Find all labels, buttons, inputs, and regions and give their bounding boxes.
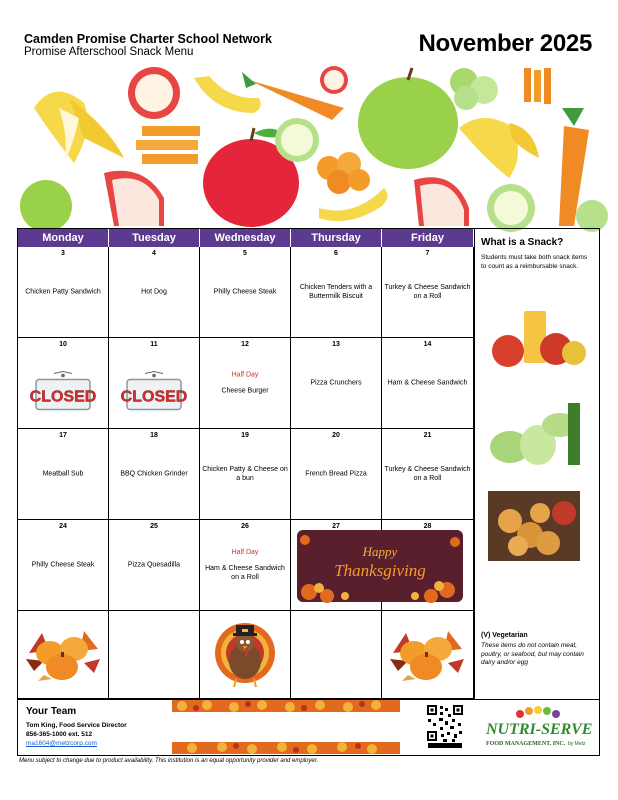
closed-sign-icon — [120, 371, 188, 411]
vegetarian-text: These items do not contain meat, poultry, or seafood, but may contain dairy and/or egg — [481, 642, 584, 666]
menu-item — [384, 465, 471, 483]
autumn-leaves-strip-image — [172, 700, 400, 754]
day-cell — [291, 520, 426, 611]
pumpkin-leaves-icon — [24, 623, 102, 683]
footer-team — [17, 700, 600, 756]
day-cell — [109, 520, 200, 611]
logo-tag: by Metz — [568, 741, 586, 747]
green-apple-left-icon — [20, 180, 72, 232]
vegetarian-title: (V) Vegetarian — [481, 632, 528, 639]
day-number: 20 — [332, 432, 340, 439]
day-cell — [200, 247, 291, 338]
menu-item — [20, 561, 106, 570]
banana-bottom-icon — [319, 188, 388, 221]
logo-dots-icon — [516, 706, 560, 718]
day-cell — [18, 338, 109, 429]
decoration-cell — [382, 611, 474, 699]
day-cell — [382, 338, 474, 429]
carrot-sticks-icon — [524, 68, 551, 104]
cucumber-slices-icon — [450, 68, 498, 110]
day-cell — [291, 429, 382, 520]
director-name: Tom King, Food Service Director — [26, 722, 127, 729]
day-cell — [18, 247, 109, 338]
menu-item-text: Chicken Patty & Cheese on a bun — [202, 466, 288, 482]
menu-item — [293, 379, 379, 388]
day-number: 13 — [332, 341, 340, 348]
day-header-thursday: Thursday — [291, 229, 382, 247]
juice-apples-photo — [488, 307, 580, 371]
month-title: November 2025 — [418, 30, 592, 57]
decoration-cell — [200, 611, 291, 699]
thanksgiving-word: Thanksgiving — [334, 561, 426, 580]
menu-item — [111, 470, 197, 479]
menu-item-text: Philly Cheese Steak — [213, 288, 277, 296]
day-cell — [291, 247, 382, 338]
day-number: 14 — [423, 341, 432, 348]
day-cell — [200, 338, 291, 429]
team-title: Your Team — [26, 706, 77, 717]
menu-calendar — [17, 228, 600, 700]
apple-slices-right-icon — [414, 177, 469, 226]
menu-item-text: Ham & Cheese Sandwich on a Roll — [205, 565, 285, 581]
disclaimer: Menu subject to change due to product availability. This institution is an equal opportunity provider and employer. — [19, 758, 319, 764]
day-number: 25 — [150, 523, 158, 530]
day-cell — [291, 338, 382, 429]
day-number: 11 — [150, 341, 158, 348]
day-header-monday: Monday — [18, 229, 109, 247]
orange-segments-icon — [317, 152, 370, 194]
menu-item — [293, 283, 379, 301]
day-number: 7 — [425, 250, 430, 257]
banana-peeled-icon — [34, 92, 124, 163]
day-number: 4 — [152, 250, 156, 257]
menu-item — [202, 465, 288, 483]
day-number: 5 — [243, 250, 247, 257]
half-day-note: Half Day — [231, 549, 259, 556]
snack-info-text: Students must take both snack items to count as a reimbursable snack. — [481, 254, 588, 270]
day-header-friday: Friday — [382, 229, 474, 247]
svg-text:CLOSED: CLOSED — [29, 388, 97, 406]
chicken-nuggets-photo — [488, 491, 580, 561]
menu-item-text: Pizza Crunchers — [310, 379, 362, 387]
green-apple-icon — [358, 68, 458, 169]
day-number: 28 — [423, 523, 432, 530]
menu-item — [202, 288, 288, 297]
day-cell — [200, 520, 291, 611]
menu-item-text: French Bread Pizza — [305, 470, 367, 478]
qr-code-icon[interactable] — [426, 704, 464, 750]
director-phone: 856-365-1000 ext. 512 — [26, 731, 93, 738]
day-cell — [109, 429, 200, 520]
menu-item — [202, 548, 288, 582]
cucumber-photo — [488, 399, 580, 469]
day-number: 6 — [334, 250, 338, 257]
day-number: 19 — [241, 432, 249, 439]
menu-item-text: Ham & Cheese Sandwich — [387, 379, 468, 387]
menu-item-text: Turkey & Cheese Sandwich on a Roll — [384, 466, 471, 482]
menu-item-text: Meatball Sub — [42, 470, 84, 478]
day-header-wednesday: Wednesday — [200, 229, 291, 247]
day-cell — [109, 338, 200, 429]
nutri-serve-logo — [484, 706, 592, 750]
pumpkin-leaves-icon — [388, 623, 466, 683]
menu-item — [20, 470, 106, 479]
menu-item — [111, 561, 197, 570]
thanksgiving-happy: Happy — [362, 544, 398, 559]
menu-item — [111, 288, 197, 297]
menu-item-text: Philly Cheese Steak — [31, 561, 95, 569]
day-number: 18 — [150, 432, 158, 439]
menu-item — [384, 379, 471, 388]
fruit-banner-image — [14, 68, 606, 226]
cheese-sticks-icon — [136, 126, 200, 164]
day-cell — [382, 429, 474, 520]
menu-subtitle: Promise Afterschool Snack Menu — [24, 46, 194, 58]
day-cell — [382, 247, 474, 338]
day-cell — [382, 520, 474, 611]
menu-item — [384, 283, 471, 301]
day-header-tuesday: Tuesday — [109, 229, 200, 247]
menu-item-text: Chicken Tenders with a Buttermilk Biscuit — [299, 284, 373, 300]
banana-right-icon — [459, 118, 539, 178]
day-cell — [18, 520, 109, 611]
day-cell — [200, 429, 291, 520]
decoration-cell — [109, 611, 200, 699]
half-day-note: Half Day — [231, 371, 259, 379]
closed-sign — [120, 371, 188, 416]
svg-text:CLOSED: CLOSED — [120, 388, 188, 406]
decoration-cell — [18, 611, 109, 699]
day-number: 3 — [61, 250, 65, 257]
day-number: 17 — [59, 432, 67, 439]
day-number: 12 — [241, 341, 249, 348]
menu-item-text: Cheese Burger — [221, 387, 269, 395]
closed-sign-icon — [29, 371, 97, 411]
day-number: 10 — [59, 341, 67, 348]
menu-item-text: Turkey & Cheese Sandwich on a Roll — [384, 284, 471, 300]
snack-info-sidebar — [474, 229, 599, 699]
menu-item-text: Hot Dog — [141, 288, 167, 296]
day-cell — [109, 247, 200, 338]
snack-info-title: What is a Snack? — [481, 237, 564, 248]
day-cell — [18, 429, 109, 520]
day-number: 21 — [423, 432, 432, 439]
director-email-link[interactable]: ma1604@metzcorp.com — [26, 740, 97, 747]
day-number: 24 — [59, 523, 67, 530]
calendar-grid — [18, 229, 474, 699]
logo-name: NUTRI-SERVE — [486, 721, 593, 738]
menu-item — [293, 470, 379, 479]
decoration-cell — [291, 611, 382, 699]
closed-sign — [29, 371, 97, 416]
logo-sub: FOOD MANAGEMENT, INC. — [486, 741, 566, 747]
turkey-icon — [208, 619, 282, 689]
menu-item — [202, 371, 288, 396]
menu-item — [20, 288, 106, 297]
day-number: 27 — [332, 523, 340, 530]
menu-item-text: BBQ Chicken Grinder — [120, 470, 188, 478]
menu-item-text: Chicken Patty Sandwich — [25, 288, 101, 296]
day-number: 26 — [241, 523, 249, 530]
apple-slices-left-icon — [104, 171, 164, 226]
menu-item-text: Pizza Quesadilla — [127, 561, 181, 569]
organization-name: Camden Promise Charter School Network — [24, 32, 272, 46]
